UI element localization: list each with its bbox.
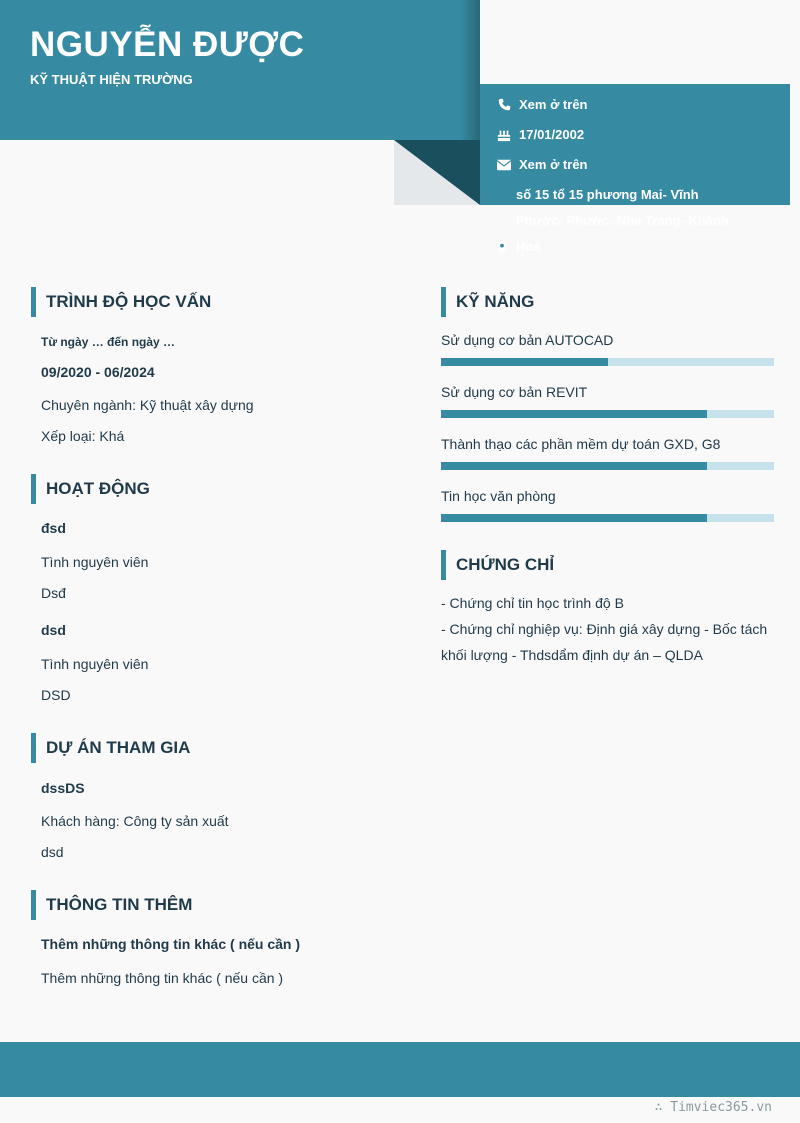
job-title: KỸ THUẬT HIỆN TRƯỜNG [30, 72, 193, 87]
header-fold-shade [460, 0, 480, 140]
certificate-item: - Chứng chỉ tin học trình độ B [441, 595, 624, 611]
contact-email [497, 157, 588, 172]
education-rank: Xếp loại: Khá [41, 428, 125, 444]
contact-email-value: Xem ở trên [519, 157, 588, 172]
activity-role: Tình nguyên viên [41, 656, 149, 672]
skill-bar-fill [441, 514, 707, 522]
skill-bar [441, 462, 774, 470]
skill-bar [441, 514, 774, 522]
address-line-1: số 15 tổ 15 phương Mai- Vĩnh [516, 187, 699, 202]
skill-bar [441, 358, 774, 366]
certificates-section-title: CHỨNG CHỈ [441, 550, 554, 580]
project-client: Khách hàng: Công ty sản xuất [41, 813, 229, 829]
project-name: dssDS [41, 780, 85, 796]
address-line-3: Hoà [516, 239, 541, 254]
contact-phone [497, 97, 588, 112]
certificates-list [441, 590, 781, 668]
activity-name: đsd [41, 520, 66, 536]
map-pin-icon [497, 241, 509, 253]
candidate-name: NGUYỄN ĐƯỢC [30, 25, 305, 64]
skill-bar-fill [441, 358, 608, 366]
education-date-range: 09/2020 - 06/2024 [41, 364, 155, 380]
project-desc: dsd [41, 844, 64, 860]
certificate-item: - Chứng chỉ nghiệp vụ: Định giá xây dựng - Bốc tách khối lượng - Thdsdẩm định dự án – QLDA [441, 621, 768, 663]
phone-icon [497, 98, 511, 112]
education-section-title: TRÌNH ĐỘ HỌC VẤN [31, 287, 211, 317]
activities-section-title: HOẠT ĐỘNG [31, 474, 150, 504]
extra-text: Thêm những thông tin khác ( nếu cần ) [41, 970, 284, 986]
footer-band [0, 1042, 800, 1097]
activity-role: Tình nguyên viên [41, 554, 149, 570]
skill-label: Sử dụng cơ bản AUTOCAD [441, 332, 614, 348]
skill-label: Sử dụng cơ bản REVIT [441, 384, 588, 400]
address-line-2: Phước- Phước -Nha Trang- Khánh [516, 213, 729, 228]
skill-bar-fill [441, 462, 707, 470]
skill-label: Tin học văn phòng [441, 488, 556, 504]
skill-label: Thành thạo các phần mềm dự toán GXD, G8 [441, 436, 721, 452]
activity-desc: Dsđ [41, 585, 66, 601]
cake-icon [497, 128, 511, 142]
extra-section-title: THÔNG TIN THÊM [31, 890, 192, 920]
skills-section-title: KỸ NĂNG [441, 287, 534, 317]
education-date-label: Từ ngày … đến ngày … [41, 335, 176, 349]
activity-name: dsd [41, 622, 66, 638]
contact-birthday [497, 127, 584, 142]
skill-bar [441, 410, 774, 418]
projects-section-title: DỰ ÁN THAM GIA [31, 733, 190, 763]
skill-bar-fill [441, 410, 707, 418]
header-band [0, 0, 480, 140]
envelope-icon [497, 158, 511, 172]
contact-phone-value: Xem ở trên [519, 97, 588, 112]
activity-desc: DSD [41, 687, 71, 703]
site-watermark: ∴ Timviec365.vn [654, 1100, 772, 1115]
education-major: Chuyên ngành: Kỹ thuật xây dựng [41, 397, 254, 413]
extra-heading: Thêm những thông tin khác ( nếu cần ) [41, 936, 301, 952]
contact-birthday-value: 17/01/2002 [519, 127, 585, 142]
